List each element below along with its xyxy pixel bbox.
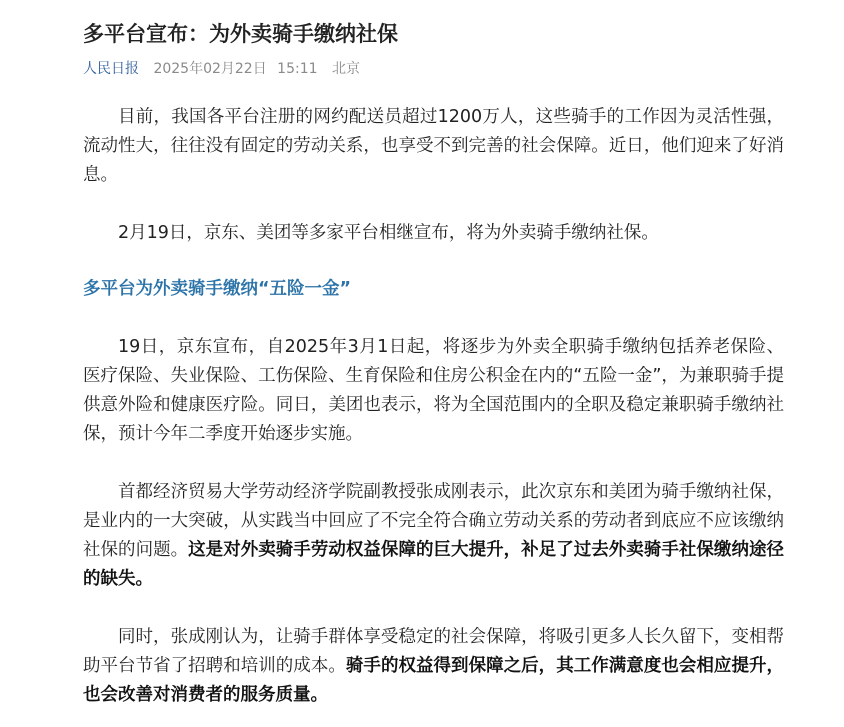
publish-location: 北京 xyxy=(331,61,360,77)
paragraph-2: 2月19日，京东、美团等多家平台相继宣布，将为外卖骑手缴纳社保。 xyxy=(118,223,659,243)
paragraph-4-text: 首都经济贸易大学劳动经济学院副教授张成刚表示，此次京东和美团为骑手缴纳社保，是业内的一大突破，从实践当中回应了不完全符合确立劳动关系的劳动者到底应不应该缴纳社保的问题。 xyxy=(83,482,784,560)
paragraph-5-text: 同时，张成刚认为，让骑手群体享受稳定的社会保障，将吸引更多人长久留下，变相帮助平台节省了招聘和培训的成本。 xyxy=(83,627,784,676)
publish-date: 2025年02月22日 xyxy=(153,61,267,77)
paragraph-5-emphasis: 骑手的权益得到保障之后，其工作满意度也会相应提升，也会改善对消费者的服务质量。 xyxy=(83,656,785,705)
paragraph-4-emphasis: 这是对外卖骑手劳动权益保障的巨大提升，补足了过去外卖骑手社保缴纳途径的缺失。 xyxy=(83,540,784,589)
publish-time: 15:11 xyxy=(277,61,318,77)
paragraph-3: 19日，京东宣布，自2025年3月1日起，将逐步为外卖全职骑手缴纳包括养老保险、医疗保险、失业保险、工伤保险、生育保险和住房公积金在内的“五险一金”，为兼职骑手提供意外险和健康医疗险。同日，美团也表示，将为全国范围内的全职及稳定兼职骑手缴纳社保，预计今年二季度开始逐步实施。 xyxy=(83,337,784,444)
paragraph-5 xyxy=(83,623,784,710)
article-meta xyxy=(83,59,784,79)
paragraph-4 xyxy=(83,478,784,594)
source-link[interactable]: 人民日报 xyxy=(83,61,139,77)
article-title: 多平台宣布：为外卖骑手缴纳社保 xyxy=(83,22,398,46)
paragraph-1: 目前，我国各平台注册的网约配送员超过1200万人，这些骑手的工作因为灵活性强，流动性大，往往没有固定的劳动关系，也享受不到完善的社会保障。近日，他们迎来了好消息。 xyxy=(83,107,784,185)
article-body xyxy=(83,103,784,710)
section-heading: 多平台为外卖骑手缴纳“五险一金” xyxy=(83,279,352,299)
